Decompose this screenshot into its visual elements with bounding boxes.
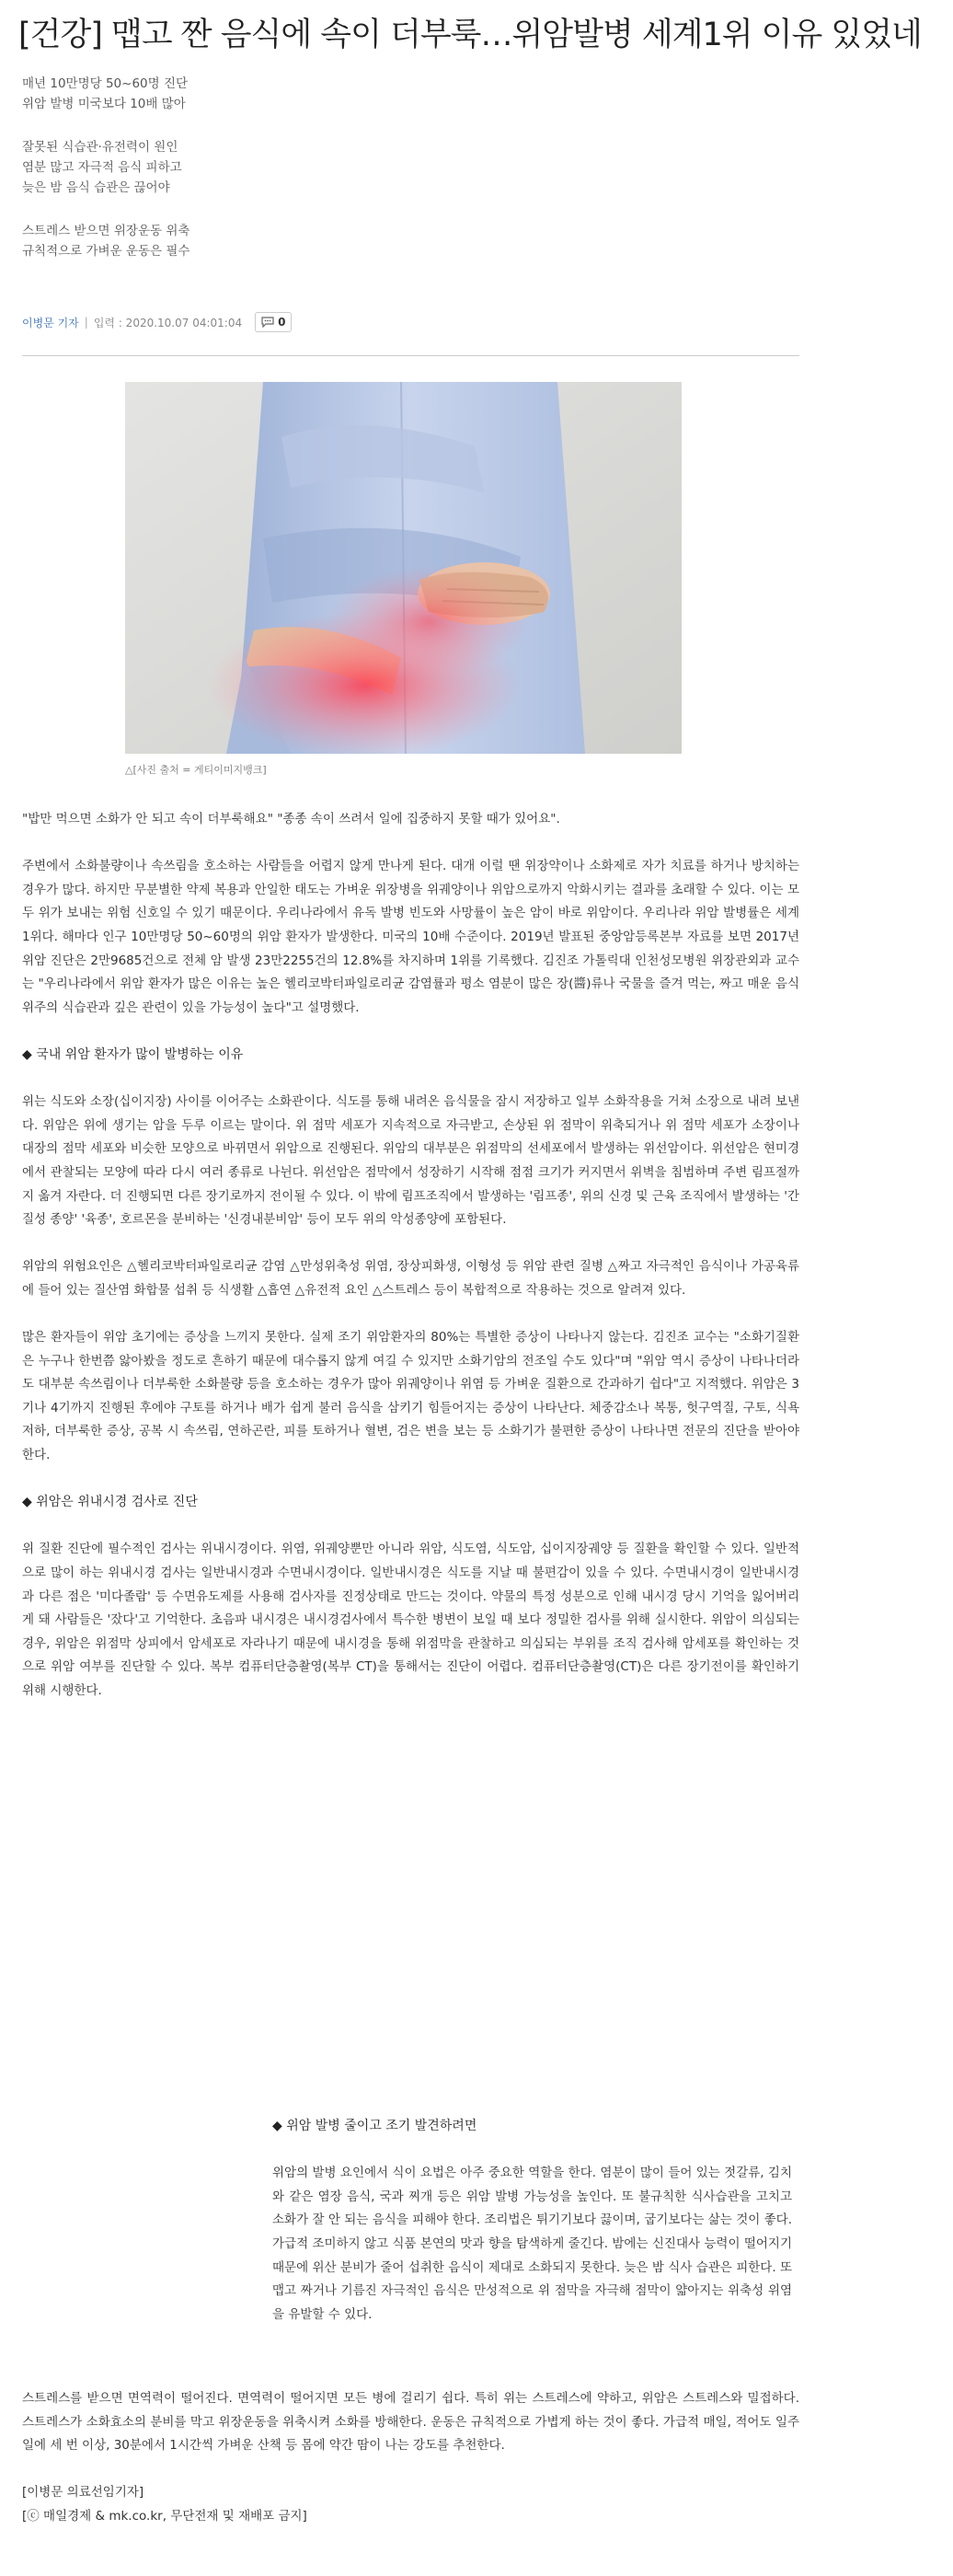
paragraph: 위암의 위험요인은 △헬리코박터파일로리균 감염 △만성위축성 위염, 장상피화생, 이형성 등 위암 관련 질병 △짜고 자극적인 음식이나 가공육류에 들어 있는 질산염 화합물 섭취 등 식생활 △흡연 △유전적 요인 △스트레스 등이 복합적으로 작용하는 것으로 알려져 있다.	[22, 1259, 799, 1298]
paragraph: 많은 환자들이 위암 초기에는 증상을 느끼지 못한다. 실제 조기 위암환자의 80%는 특별한 증상이 나타나지 않는다. 김진조 교수는 "소화기질환은 누구나 한번쯤 앓아봤을 정도로 흔하기 때문에 대수롭지 않게 여길 수 있지만 소화기암의 전조일 수도 있다"며 "위암 역시 증상이 나타나더라도 대부분 속쓰림이나 더부룩한 소화불량 등을 호소하는 경우가 많아 위궤양이나 위염 등 가벼운 질환으로 간과하기 쉽다"고 지적했다. 위암은 3기나 4기까지 진행된 후에야 구토를 하거나 배가 쉽게 불러 음식을 삼키기 힘들어지는 증상이 나타난다. 체중감소나 복통, 헛구역질, 구토, 식욕저하, 더부룩한 증상, 공복 시 속쓰림, 연하곤란, 피를 토하거나 혈변, 검은 변을 보는 등 소화기가 불편한 증상이 나타나면 전문의 진단을 받아야 한다.	[22, 1330, 799, 1463]
article-tail	[22, 2387, 799, 2529]
header-divider	[22, 355, 799, 356]
byline-signature: [이병문 의료선임기자]	[22, 2485, 144, 2501]
paragraph: 주변에서 소화불량이나 속쓰림을 호소하는 사람들을 어렵지 않게 만나게 된다. 대개 이럴 땐 위장약이나 소화제로 자가 치료를 하거나 방치하는 경우가 많다. 하지만 무분별한 약제 복용과 안일한 태도는 가벼운 위장병을 위궤양이나 위암으로까지 악화시키는 결과를 초래할 수 있다. 이는 모두 위가 보내는 위험 신호일 수 있기 때문이다. 우리나라에서 유독 발병 빈도와 사망률이 높은 암이 바로 위암이다. 우리나라 위암 발병률은 세계 1위다. 해마다 인구 10만명당 50~60명의 위암 환자가 발생한다. 미국의 10배 수준이다. 2019년 발표된 중앙암등록본부 자료를 보면 2017년 위암 진단은 2만9685건으로 전체 암 발생 23만2255건의 12.8%를 차지하며 1위를 기록했다. 김진조 가톨릭대 인천성모병원 위장관외과 교수는 "우리나라에서 위암 환자가 많은 이유는 높은 헬리코박터파일로리균 감염률과 평소 염분이 많은 장(醬)류나 국물을 즐겨 먹는, 짜고 매운 음식 위주의 식습관과 깊은 관련이 있을 가능성이 높다"고 설명했다.	[22, 859, 799, 1015]
paragraph: "밥만 먹으면 소화가 안 되고 속이 더부룩해요" "종종 속이 쓰려서 일에 집중하지 못할 때가 있어요".	[22, 812, 560, 826]
subtitle-group	[22, 74, 758, 114]
subtitle-line: 늦은 밤 음식 습관은 끊어야	[22, 180, 170, 195]
comment-icon	[261, 317, 274, 328]
inset-paragraph: 위암의 발병 요인에서 식이 요법은 아주 중요한 역할을 한다. 염분이 많이 들어 있는 젓갈류, 김치와 같은 염장 음식, 국과 찌개 등은 위암 발병 가능성을 높인다. 또 불규칙한 식사습관을 고치고 소화가 잘 안 되는 음식을 피해야 한다. 조리법은 튀기기보다 끓이며, 굽기보다는 삶는 것이 좋다. 가급적 조미하지 않고 식품 본연의 맛과 향을 탐색하게 줄긴다. 밤에는 신진대사 능력이 떨어지기 때문에 위산 분비가 줄어 섭취한 음식이 제대로 소화되지 못한다. 늦은 밤 식사 습관은 피한다. 또 맵고 짜거나 기름진 자극적인 음식은 만성적으로 위 점막을 자극해 점막이 얇아지는 위축성 위염을 유발할 수 있다.	[272, 2166, 792, 2322]
subtitle-line: 위암 발병 미국보다 10배 많아	[22, 97, 186, 111]
subtitle-line: 염분 많고 자극적 음식 피하고	[22, 160, 182, 175]
comment-count: 0	[278, 316, 286, 329]
copyright-notice: [ⓒ 매일경제 & mk.co.kr, 무단전재 및 재배포 금지]	[22, 2508, 307, 2524]
article-subtitles	[22, 74, 758, 284]
paragraph: 스트레스를 받으면 면역력이 떨어진다. 면역력이 떨어지면 모든 병에 걸리기 쉽다. 특히 위는 스트레스에 약하고, 위암은 스트레스와 밀접하다. 스트레스가 소화효소의 분비를 막고 위장운동을 위축시켜 소화를 방해한다. 운동은 규칙적으로 가볍게 하는 것이 좋다. 가급적 매일, 적어도 일주일에 세 번 이상, 30분에서 1시간씩 가벼운 산책 등 몸에 약간 땀이 나는 강도를 추천한다.	[22, 2391, 799, 2454]
author-link[interactable]: 이병문 기자	[22, 316, 79, 329]
subtitle-line: 잘못된 식습관·유전력이 원인	[22, 140, 178, 155]
inset-box	[272, 2115, 792, 2327]
section-heading: ◆ 위암은 위내시경 검사로 진단	[22, 1495, 198, 1510]
section-heading: ◆ 국내 위암 환자가 많이 발병하는 이유	[22, 1046, 244, 1062]
publish-date: 입력 : 2020.10.07 04:01:04	[93, 316, 243, 329]
subtitle-group	[22, 137, 758, 198]
inset-heading: ◆ 위암 발병 줄이고 조기 발견하려면	[272, 2119, 477, 2133]
paragraph: 위는 식도와 소장(십이지장) 사이를 이어주는 소화관이다. 식도를 통해 내려온 음식물을 잠시 저장하고 일부 소화작용을 거쳐 소장으로 내려 보낸다. 위암은 위에 생기는 암을 두루 이르는 말이다. 위 점막 세포가 지속적으로 자극받고, 손상된 위 점막이 위축되거나 위 점막 세포가 소장이나 대장의 점막 세포와 비슷한 모양으로 바뀌면서 위암으로 진행된다. 위암의 대부분은 위점막의 선세포에서 발생하는 위선암이다. 위선암은 현미경에서 관찰되는 모양에 따라 다시 여러 종류로 나뉜다. 위선암은 점막에서 성장하기 시작해 점점 크기가 커지면서 위벽을 침범하며 주변 림프절까지 옮겨 자란다. 더 진행되면 다른 장기로까지 전이될 수 있다. 이 밖에 림프조직에서 발생하는 '림프종', 위의 신경 및 근육 조직에서 발생하는 '간질성 종양' '육종', 호르몬을 분비하는 '신경내분비암' 등이 모두 위의 악성종양에 포함된다.	[22, 1094, 799, 1228]
paragraph: 위 질환 진단에 필수적인 검사는 위내시경이다. 위염, 위궤양뿐만 아니라 위암, 식도염, 식도암, 십이지장궤양 등 질환을 확인할 수 있다. 일반적으로 많이 하는 위내시경 검사는 일반내시경과 수면내시경이다. 일반내시경은 식도를 지날 때 불편감이 있을 수 있다. 수면내시경이 일반내시경과 다른 점은 '미다졸람' 등 수면유도제를 사용해 검사자를 진정상태로 만드는 것이다. 약물의 특정 성분으로 인해 내시경 당시 기억을 잃어버리게 돼 사람들은 '잤다'고 기억한다. 초음파 내시경은 내시경검사에서 특수한 병변이 보일 때 보다 정밀한 검사를 위해 실시한다. 위암이 의심되는 경우, 위암은 위점막 상피에서 암세포로 자라나기 때문에 내시경을 통해 위점막을 관찰하고 의심되는 부위를 조직 검사해 암세포를 확인하는 것으로 위암 여부를 진단할 수 있다. 복부 컴퓨터단층촬영(복부 CT)을 통해서는 진단이 어렵다. 컴퓨터단층촬영(CT)은 다른 장기전이를 확인하기 위해 시행한다.	[22, 1542, 799, 1698]
photo-caption: △[사진 출처 = 게티이미지뱅크]	[125, 764, 267, 776]
meta-separator: |	[84, 316, 88, 329]
article-photo	[125, 382, 682, 754]
subtitle-group	[22, 221, 758, 261]
article-meta	[22, 309, 292, 335]
article-body	[22, 808, 799, 1727]
subtitle-line: 매년 10만명당 50~60명 진단	[22, 76, 189, 91]
article-title: [건강] 맵고 짠 음식에 속이 더부룩…위암발병 세계1위 이유 있었네	[18, 17, 922, 53]
subtitle-line: 규칙적으로 가벼운 운동은 필수	[22, 244, 190, 259]
subtitle-line: 스트레스 받으면 위장운동 위축	[22, 224, 190, 238]
comment-button[interactable]	[255, 312, 292, 332]
